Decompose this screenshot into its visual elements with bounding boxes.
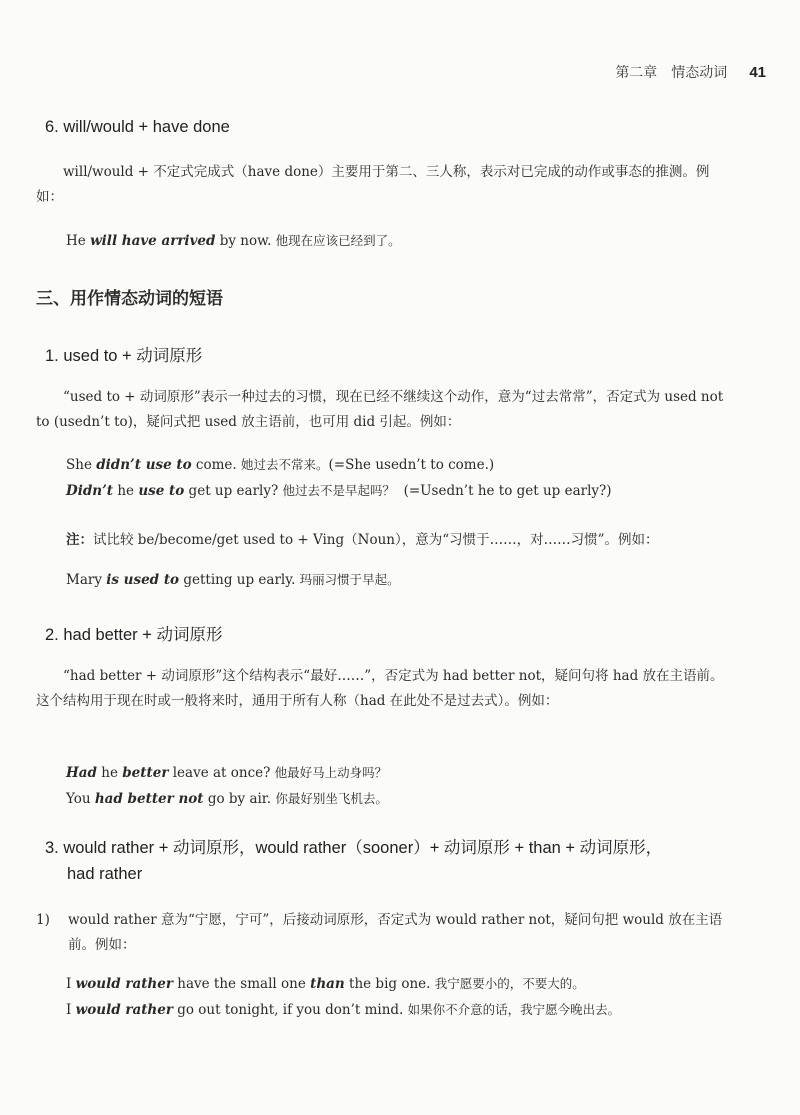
note	[66, 528, 746, 553]
examples-6	[66, 228, 746, 254]
example-line: Had he better leave at once? 他最好马上动身吗？	[66, 765, 388, 781]
example-line: She didn’t use to come. 她过去不常来。(=She usedn’t to come.)	[66, 457, 495, 473]
running-header	[615, 62, 766, 82]
heading-1: 1. used to + 动词原形	[45, 347, 203, 365]
example-line: I would rather have the small one than the big one. 我宁愿要小的，不要大的。	[66, 976, 585, 992]
item-number: 1)	[36, 912, 50, 928]
heading-3	[45, 835, 745, 887]
heading-3-line2: had rather	[67, 865, 143, 883]
examples-1b	[66, 567, 746, 593]
heading-2: 2. had better + 动词原形	[45, 626, 223, 644]
example-line: Mary is used to getting up early. 玛丽习惯于早起。	[66, 572, 400, 588]
heading-3-line1: 3. would rather + 动词原形，would rather（sooner）+ 动词原形 + than + 动词原形，	[45, 839, 663, 857]
example-line: You had better not go by air. 你最好别坐飞机去。	[66, 791, 388, 807]
examples-3	[66, 971, 746, 1023]
examples-2	[66, 760, 746, 812]
chapter-title: 第二章 情态动词	[615, 65, 728, 81]
example-line: I would rather go out tonight, if you don’t mind. 如果你不介意的话，我宁愿今晚出去。	[66, 1002, 621, 1018]
note-line: 注：试比较 be/become/get used to + Ving（Noun），意为“习惯于……，对……习惯”。例如：	[66, 532, 659, 548]
paragraph-2-text: “had better + 动词原形”这个结构表示“最好……”，否定式为 had better not，疑问句将 had 放在主语前。这个结构用于现在时或一般将来时，通用于所有人称（had 在此处不是过去式）。例如：	[36, 668, 724, 709]
item-text: would rather 意为“宁愿，宁可”，后接动词原形，否定式为 would rather not，疑问句把 would 放在主语前。例如：	[68, 912, 723, 953]
examples-1	[66, 452, 746, 504]
example-line: Didn’t he use to get up early? 他过去不是早起吗？ (=Usedn’t he to get up early?)	[66, 483, 612, 499]
paragraph-1-text: “used to + 动词原形”表示一种过去的习惯，现在已经不继续这个动作，意为“过去常常”，否定式为 used not to (usedn’t to)，疑问式把 used 放主语前，也可用 did 引起。例如：	[36, 389, 724, 430]
paragraph-1	[36, 385, 726, 435]
paragraph-6	[36, 160, 726, 210]
paragraph-2	[36, 664, 726, 714]
heading-6: 6. will/would + have done	[45, 118, 230, 136]
part-heading: 三、用作情态动词的短语	[36, 289, 223, 309]
numbered-item-1	[36, 908, 726, 958]
page-number: 41	[749, 64, 766, 81]
example-line: He will have arrived by now. 他现在应该已经到了。	[66, 233, 401, 249]
paragraph-6-text: will/would + 不定式完成式（have done）主要用于第二、三人称，表示对已完成的动作或事态的推测。例如：	[36, 164, 710, 205]
